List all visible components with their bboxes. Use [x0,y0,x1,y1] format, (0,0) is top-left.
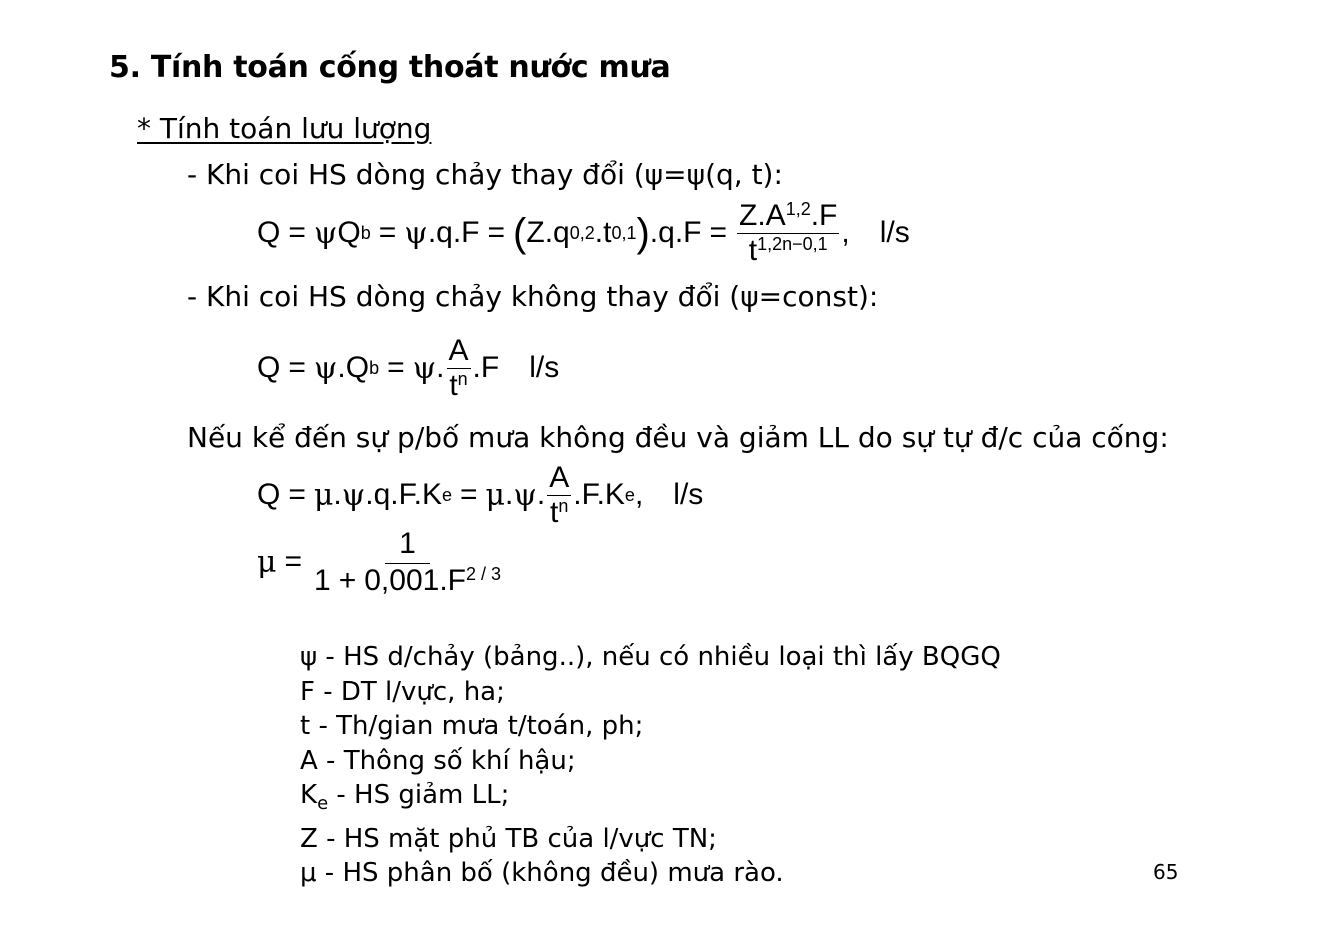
case-variable-coefficient: - Khi coi HS dòng chảy thay đổi (ψ=ψ(q, t): [187,158,783,191]
unit-label: l/s [673,478,704,511]
fraction: $\frac{1}{1 + 0,001.F^{2 / 3}}$ [314,527,502,597]
legend-item-psi: ψ - HS d/chảy (bảng..), nếu có nhiều loại thì lấy BQGQ [300,642,1001,672]
fraction: $\frac{Z.A^{1,2}.F}{t^{1,2n-0,1}}$ [739,199,838,267]
formula-mu: μ = $\frac{1}{1 + 0,001.F^{2 / 3}}$ [257,527,502,597]
legend-item-f: F - DT l/vực, ha; [300,676,505,707]
legend-item-mu: μ - HS phân bố (không đều) mưa rào. [300,858,784,888]
case-constant-coefficient: - Khi coi HS dòng chảy không thay đổi (ψ=const): [187,280,879,313]
fraction: $\frac{A}{t^n}$ [448,334,469,402]
variable-legend [300,640,1001,891]
distribution-note: Nếu kể đến sự p/bố mưa không đều và giảm LL do sự tự đ/c của cống: [187,421,1169,454]
formula-flow-variable: Q = ψ Q b = ψ .q.F = ( Z.q 0,2 .t 0,1 ) .q.F = $\frac{Z.A^{1,2}.F}{t^{1,2n-0,1}}$ , l/s [257,199,910,267]
unit-label: l/s [529,351,560,384]
fraction: $\frac{A}{t^n}$ [549,461,570,529]
unit-label: l/s [879,216,910,249]
legend-item-z: Z - HS mặt phủ TB của l/vực TN; [300,823,717,854]
formula-flow-constant: Q = ψ .Q b = ψ . $\frac{A}{t^n}$ .F l/s [257,334,560,402]
page-number: 65 [1153,860,1179,884]
section-heading: * Tính toán lưu lượng [137,112,432,145]
page-title: 5. Tính toán cống thoát nước mưa [109,50,671,85]
legend-item-a: A - Thông số khí hậu; [300,745,576,776]
legend-item-ke: $K_e$ - HS giảm LL; [300,780,510,814]
formula-flow-distribution: Q = μ . ψ .q.F.K e = μ . ψ . $\frac{A}{t^n}$ .F.K e , l/s [257,461,704,529]
legend-item-t: t - Th/gian mưa t/toán, ph; [300,711,644,741]
